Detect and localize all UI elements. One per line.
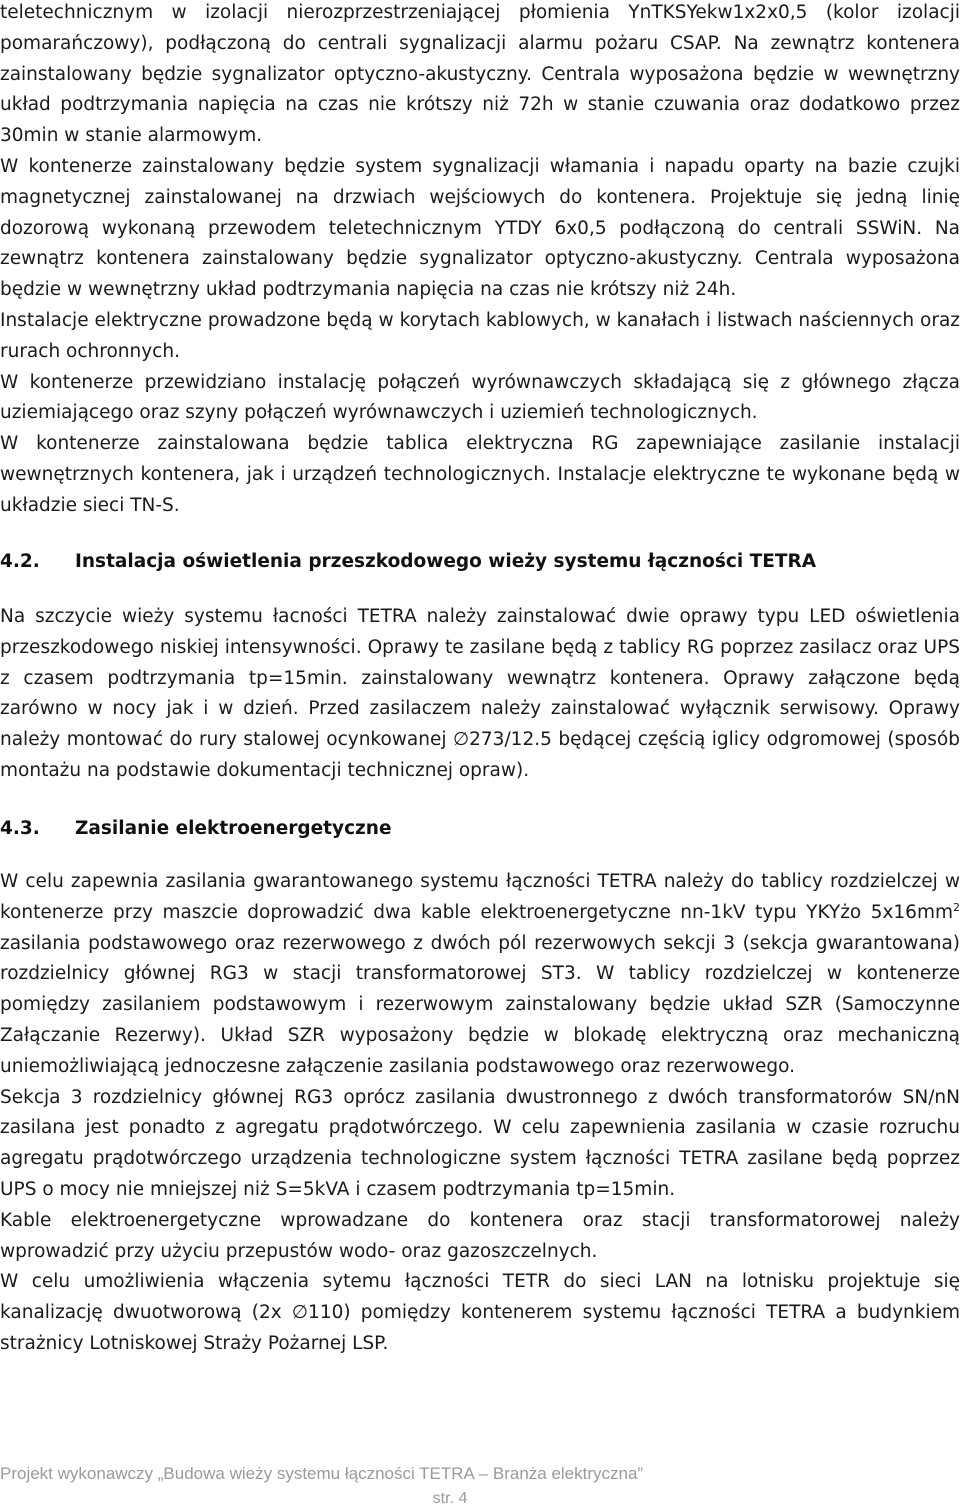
paragraph-cable-entries: Kable elektroenergetyczne wprowadzane do kontenera oraz stacji transformatorowej należy wprowadzić przy użyciu przepustów wodo- oraz gazoszczelnych. bbox=[0, 1209, 960, 1262]
footer-project-title: Projekt wykonawczy „Budowa wieży systemu łączności TETRA – Branża elektryczna” bbox=[0, 1464, 644, 1483]
paragraph-guaranteed-supply: W celu zapewnia zasilania gwarantowanego systemu łączności TETRA należy do tablicy rozdzielczej w kontenerze przy maszcie doprowadzić dwa kable elektroenergetyczne nn-1kV typu YKYżo $5x16mm^2$ zasilania podstawowego oraz rezerwowego z dwóch pól rezerwowych sekcji 3 (sekcja gwarantowana) rozdzielnicy głównej RG3 w stacji transformatorowej ST3. W tablicy rozdzielczej w kontenerze pomiędzy zasilaniem podstawowym i rezerwowym zainstalowany będzie układ SZR (Samoczynne Załączanie Rezerwy). Układ SZR wyposażony będzie w blokadę elektryczną oraz mechaniczną uniemożliwiającą jednoczesne załączenie zasilania podstawowego oraz rezerwowego. bbox=[0, 871, 960, 1077]
paragraph-cable-routing: Instalacje elektryczne prowadzone będą w korytach kablowych, w kanałach i listwach naściennych oraz rurach ochronnych. bbox=[0, 309, 960, 362]
section-title: Zasilanie elektroenergetyczne bbox=[75, 818, 392, 839]
section-number: 4.2. bbox=[0, 551, 40, 572]
section-title: Instalacja oświetlenia przeszkodowego wieży systemu łączności TETRA bbox=[75, 551, 817, 572]
paragraph-ssp: teletechnicznym w izolacji nierozprzestrzeniającej płomienia YnTKSYekw1x2x0,5 (kolor izolacji pomarańczowy), podłączoną do centrali sygnalizacji alarmu pożaru CSAP. Na zewnątrz kontenera zainstalowany będzie sygnalizator optyczno-akustyczny. Centrala wyposażona będzie w wewnętrzny układ podtrzymania napięcia na czas nie krótszy niż 72h w stanie czuwania oraz dodatkowo przez 30min w stanie alarmowym. bbox=[0, 2, 960, 147]
section-4-3-body bbox=[0, 867, 960, 1360]
section-heading-4-3 bbox=[0, 816, 392, 842]
superscript-squared: 2 bbox=[953, 900, 960, 914]
paragraph-sswin: W kontenerze zainstalowany będzie system sygnalizacji włamania i napadu oparty na bazie czujki magnetycznej zainstalowanej na drzwiach wejściowych do kontenera. Projektuje się jedną linię dozorową wykonaną przewodem teletechnicznym YTDY 6x0,5 podłączoną do centrali SSWiN. Na zewnątrz kontenera zainstalowany będzie sygnalizator optyczno-akustyczny. Centrala wyposażona będzie w wewnętrzny układ podtrzymania napięcia na czas nie krótszy niż 24h. bbox=[0, 155, 960, 301]
paragraph-lan-ducting: W celu umożliwienia włączenia sytemu łączności TETR do sieci LAN na lotnisku projektuje się kanalizację dwuotworową (2x ∅110) pomiędzy kontenerem systemu łączności TETRA a budynkiem strażnicy Lotniskowej Straży Pożarnej LSP. bbox=[0, 1271, 960, 1354]
section-heading-4-2 bbox=[0, 549, 816, 575]
paragraph-rg-board: W kontenerze zainstalowana będzie tablica elektryczna RG zapewniające zasilanie instalacji wewnętrznych kontenera, jak i urządzeń technologicznych. Instalacje elektryczne te wykonane będą w układzie sieci TN-S. bbox=[0, 433, 960, 516]
intro-block bbox=[0, 0, 960, 522]
section-number: 4.3. bbox=[0, 818, 40, 839]
footer-page-number: str. 4 bbox=[432, 1490, 468, 1507]
section-4-2-body bbox=[0, 602, 960, 787]
paragraph-generator: Sekcja 3 rozdzielnicy głównej RG3 oprócz zasilania dwustronnego z dwóch transformatorów SN/nN zasilana jest ponadto z agregatu prądotwórczego. W celu zapewnienia zasilania w czasie rozruchu agregatu prądotwórczego urządzenia technologiczne system łączności TETRA zasilane będą poprzez UPS o mocy nie mniejszej niż S=5kVA i czasem podtrzymania tp=15min. bbox=[0, 1086, 960, 1200]
paragraph-equipotential: W kontenerze przewidziano instalację połączeń wyrównawczych składającą się z głównego złącza uziemiającego oraz szyny połączeń wyrównawczych i uziemień technologicznych. bbox=[0, 371, 960, 424]
paragraph-obstruction-lights: Na szczycie wieży systemu łacności TETRA należy zainstalować dwie oprawy typu LED oświetlenia przeszkodowego niskiej intensywności. Oprawy te zasilane będą z tablicy RG poprzez zasilacz oraz UPS z czasem podtrzymania tp=15min. zainstalowany wewnątrz kontenera. Oprawy załączone będą zarówno w nocy jak i w dzień. Przed zasilaczem należy zainstalować wyłącznik serwisowy. Oprawy należy montować do rury stalowej ocynkowanej ∅273/12.5 będącej częścią iglicy odgromowej (sposób montażu na podstawie dokumentacji technicznej opraw). bbox=[0, 606, 960, 781]
